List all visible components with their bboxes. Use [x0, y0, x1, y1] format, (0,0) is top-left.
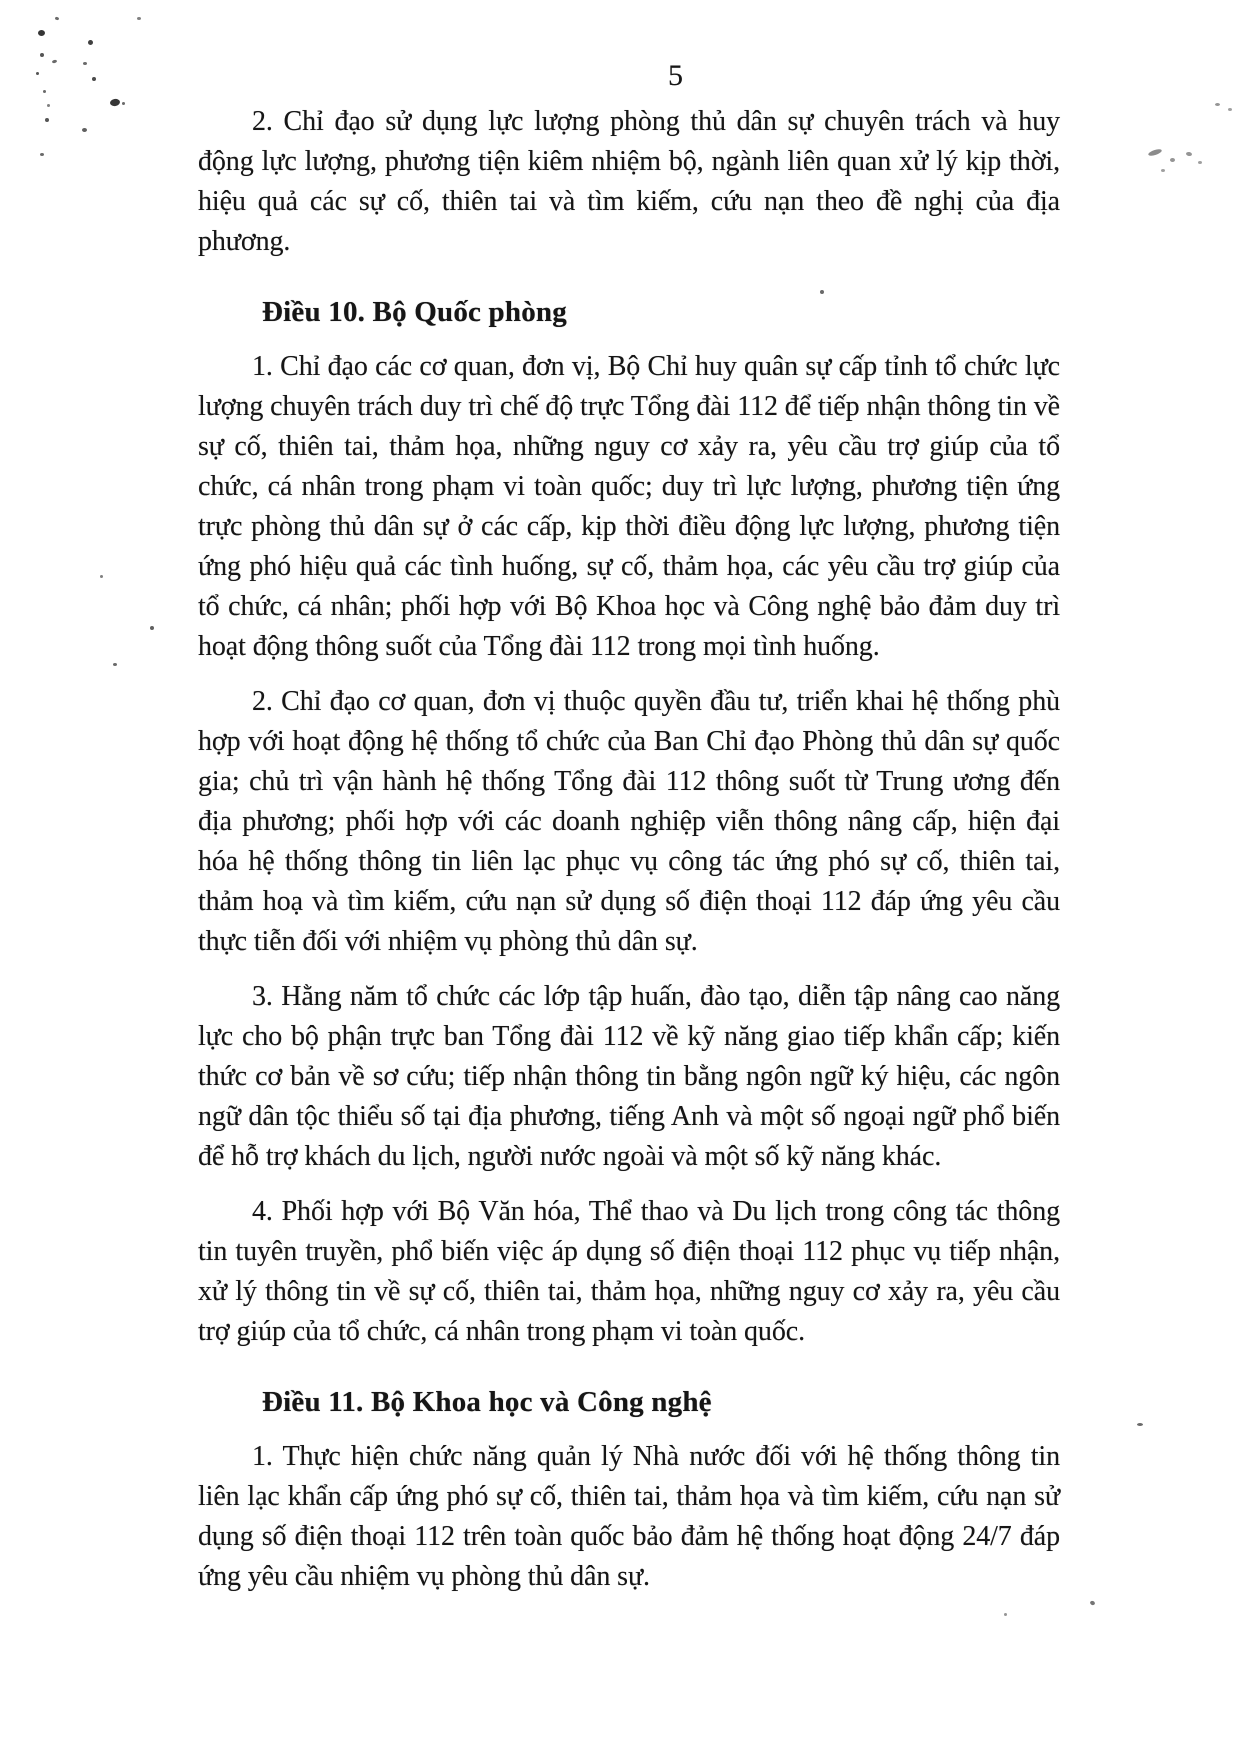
ink-speck [1215, 103, 1220, 106]
ink-speck [137, 17, 141, 20]
ink-speck [40, 53, 44, 57]
paragraph-dieu10-khoan-4: 4. Phối hợp với Bộ Văn hóa, Thể thao và Du lịch trong công tác thông tin tuyên truyền, phổ biến việc áp dụng số điện thoại 112 phục vụ tiếp nhận, xử lý thông tin về sự cố, thiên tai, thảm họa, những nguy cơ xảy ra, yêu cầu trợ giúp của tổ chức, cá nhân trong phạm vi toàn quốc. [198, 1196, 1060, 1347]
ink-speck [88, 40, 93, 45]
ink-speck [38, 30, 45, 36]
ink-speck [1198, 161, 1202, 164]
ink-speck [83, 62, 87, 65]
paragraph-dieu11-khoan-1: 1. Thực hiện chức năng quản lý Nhà nước đối với hệ thống thông tin liên lạc khẩn cấp ứng phó sự cố, thiên tai, thảm họa và tìm kiếm, cứu nạn sử dụng số điện thoại 112 trên toàn quốc bảo đảm hệ thống hoạt động 24/7 đáp ứng yêu cầu nhiệm vụ phòng thủ dân sự. [198, 1441, 1060, 1592]
ink-speck [1228, 108, 1232, 111]
ink-speck [40, 153, 44, 156]
ink-speck [122, 102, 125, 105]
ink-speck [1004, 1613, 1007, 1616]
paragraph-dieu10-khoan-3: 3. Hằng năm tổ chức các lớp tập huấn, đào tạo, diễn tập nâng cao năng lực cho bộ phận trực ban Tổng đài 112 về kỹ năng giao tiếp khẩn cấp; kiến thức cơ bản về sơ cứu; tiếp nhận thông tin bằng ngôn ngữ ký hiệu, các ngôn ngữ dân tộc thiểu số tại địa phương, tiếng Anh và một số ngoại ngữ phổ biến để hỗ trợ khách du lịch, người nước ngoài và một số kỹ năng khác. [198, 981, 1060, 1172]
ink-speck [52, 59, 58, 63]
page-number: 5 [668, 59, 683, 92]
ink-speck [1148, 148, 1163, 157]
ink-speck [45, 118, 49, 122]
paragraph-huy-dong-luc-luong: 2. Chỉ đạo sử dụng lực lượng phòng thủ dân sự chuyên trách và huy động lực lượng, phương tiện kiêm nhiệm bộ, ngành liên quan xử lý kịp thời, hiệu quả các sự cố, thiên tai và tìm kiếm, cứu nạn theo đề nghị của địa phương. [198, 106, 1060, 257]
document-content [198, 102, 1060, 1597]
ink-speck [1161, 169, 1165, 172]
ink-speck [82, 128, 87, 132]
ink-speck [109, 98, 120, 107]
paragraph-dieu10-khoan-1: 1. Chỉ đạo các cơ quan, đơn vị, Bộ Chỉ huy quân sự cấp tỉnh tổ chức lực lượng chuyên trách duy trì chế độ trực Tổng đài 112 để tiếp nhận thông tin về sự cố, thiên tai, thảm họa, những nguy cơ xảy ra, yêu cầu trợ giúp của tổ chức, cá nhân trong phạm vi toàn quốc; duy trì lực lượng, phương tiện ứng trực phòng thủ dân sự ở các cấp, kịp thời điều động lực lượng, phương tiện ứng phó hiệu quả các tình huống, sự cố, thảm họa, các yêu cầu trợ giúp của tổ chức, cá nhân; phối hợp với Bộ Khoa học và Công nghệ bảo đảm duy trì hoạt động thông suốt của Tổng đài 112 trong mọi tình huống. [198, 351, 1060, 662]
ink-speck [100, 575, 103, 578]
ink-speck [150, 626, 154, 630]
heading-dieu-11-bo-khoa-hoc-cong-nghe: Điều 11. Bộ Khoa học và Công nghệ [262, 1386, 712, 1418]
ink-speck [1186, 152, 1193, 157]
ink-speck [47, 104, 50, 107]
ink-speck [113, 663, 117, 666]
ink-speck [55, 16, 60, 20]
ink-speck [1170, 158, 1175, 162]
ink-speck [1089, 1600, 1095, 1606]
heading-dieu-10-bo-quoc-phong: Điều 10. Bộ Quốc phòng [262, 296, 567, 328]
ink-speck [43, 90, 46, 93]
ink-speck [1137, 1423, 1143, 1426]
ink-speck [92, 77, 96, 81]
paragraph-dieu10-khoan-2: 2. Chỉ đạo cơ quan, đơn vị thuộc quyền đầu tư, triển khai hệ thống phù hợp với hoạt động hệ thống tổ chức của Ban Chỉ đạo Phòng thủ dân sự quốc gia; chủ trì vận hành hệ thống Tổng đài 112 thông suốt từ Trung ương đến địa phương; phối hợp với các doanh nghiệp viễn thông nâng cấp, hiện đại hóa hệ thống thông tin liên lạc phục vụ công tác ứng phó sự cố, thiên tai, thảm hoạ và tìm kiếm, cứu nạn sử dụng số điện thoại 112 đáp ứng yêu cầu thực tiễn đối với nhiệm vụ phòng thủ dân sự. [198, 686, 1060, 957]
ink-speck [36, 72, 39, 75]
